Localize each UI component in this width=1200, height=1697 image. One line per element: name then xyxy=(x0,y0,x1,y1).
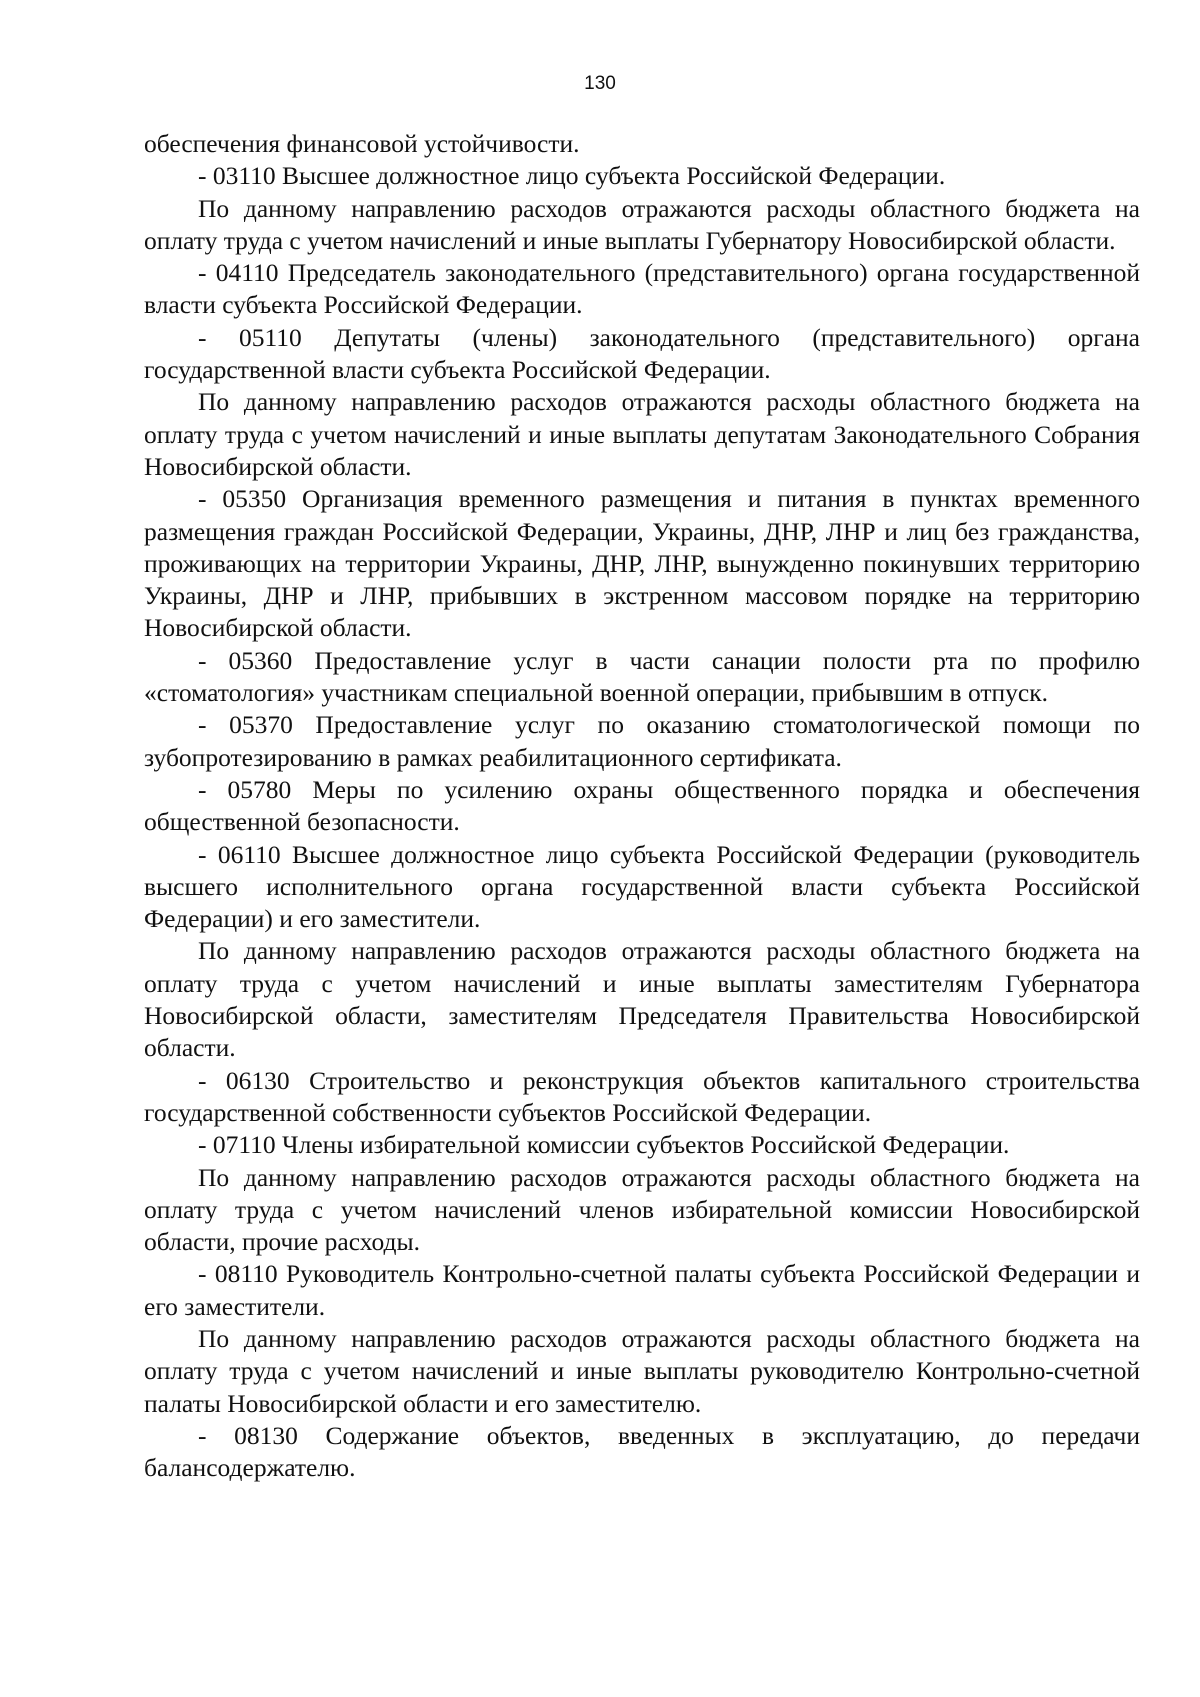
paragraph-description: По данному направлению расходов отражаются расходы областного бюджета на оплату труда с учетом начислений и иные выплаты заместителям Губернатора Новосибирской области, заместителям Председателя Правительства Новосибирской области. xyxy=(144,936,1140,1063)
paragraph-code-06130: - 06130 Строительство и реконструкция объектов капитального строительства государственной собственности субъектов Российской Федерации. xyxy=(144,1065,1140,1127)
paragraph-code-07110: - 07110 Члены избирательной комиссии субъектов Российской Федерации. xyxy=(198,1130,1010,1160)
paragraph-description: По данному направлению расходов отражаются расходы областного бюджета на оплату труда с учетом начислений и иные выплаты Губернатору Новосибирской области. xyxy=(144,193,1140,255)
paragraph-description: По данному направлению расходов отражаются расходы областного бюджета на оплату труда с учетом начислений и иные выплаты депутатам Законодательного Собрания Новосибирской области. xyxy=(144,387,1140,481)
paragraph-code-03110: - 03110 Высшее должностное лицо субъекта Российской Федерации. xyxy=(198,161,946,191)
paragraph-code-04110: - 04110 Председатель законодательного (представительного) органа государственной власти субъекта Российской Федерации. xyxy=(144,258,1140,320)
paragraph-code-08110: - 08110 Руководитель Контрольно-счетной палаты субъекта Российской Федерации и его заместители. xyxy=(144,1259,1140,1321)
paragraph-description: По данному направлению расходов отражаются расходы областного бюджета на оплату труда с учетом начислений членов избирательной комиссии Новосибирской области, прочие расходы. xyxy=(144,1162,1140,1257)
page-number: 130 xyxy=(584,73,616,94)
paragraph-code-05350: - 05350 Организация временного размещения и питания в пунктах временного размещения граждан Российской Федерации, Украины, ДНР, ЛНР и лиц без гражданства, проживающих на территории Украины, ДНР, ЛНР, вынужденно покинувших территорию Украины, ДНР и ЛНР, прибывших в экстренном массовом порядке на территорию Новосибирской области. xyxy=(144,484,1140,643)
paragraph-code-06110: - 06110 Высшее должностное лицо субъекта Российской Федерации (руководитель высшего исполнительного органа государственной власти субъекта Российской Федерации) и его заместители. xyxy=(144,839,1140,934)
paragraph-continuation: обеспечения финансовой устойчивости. xyxy=(144,129,580,158)
paragraph-code-05110: - 05110 Депутаты (члены) законодательного (представительного) органа государственной власти субъекта Российской Федерации. xyxy=(144,322,1140,385)
paragraph-code-05780: - 05780 Меры по усилению охраны общественного порядка и обеспечения общественной безопасности. xyxy=(144,774,1140,837)
document-body xyxy=(144,128,1140,1484)
paragraph-code-05360: - 05360 Предоставление услуг в части санации полости рта по профилю «стоматология» участникам специальной военной операции, прибывшим в отпуск. xyxy=(144,645,1140,708)
paragraph-code-08130: - 08130 Содержание объектов, введенных в эксплуатацию, до передачи балансодержателю. xyxy=(144,1420,1140,1483)
paragraph-description: По данному направлению расходов отражаются расходы областного бюджета на оплату труда с учетом начислений и иные выплаты руководителю Контрольно-счетной палаты Новосибирской области и его заместителю. xyxy=(144,1323,1140,1418)
paragraph-code-05370: - 05370 Предоставление услуг по оказанию стоматологической помощи по зубопротезированию в рамках реабилитационного сертификата. xyxy=(144,710,1140,772)
